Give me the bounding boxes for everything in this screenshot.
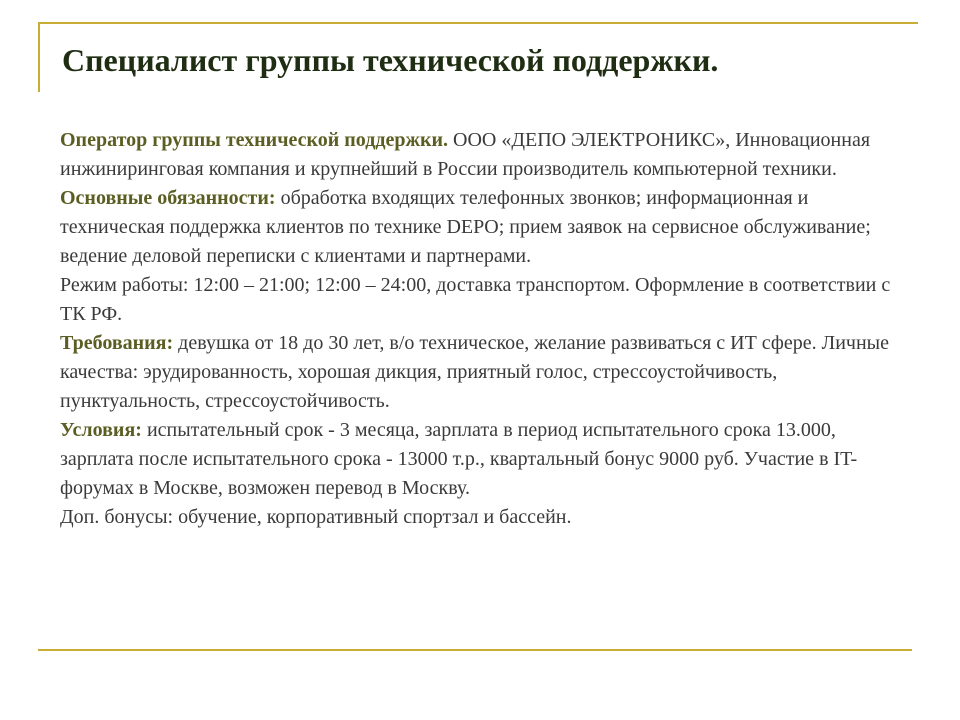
- position-paragraph: [60, 126, 910, 184]
- duties-text: обработка входящих телефонных звонков; информационная и техническая поддержка клиентов по технике DEPO; прием заявок на сервисное обслуживание; ведение деловой переписки с клиентами и партнерами.: [60, 187, 871, 267]
- position-text: ООО «ДЕПО ЭЛЕКТРОНИКС», Инновационная инжиниринговая компания и крупнейший в России производитель компьютерной техники.: [60, 129, 871, 180]
- requirements-label: Требования:: [60, 332, 174, 354]
- conditions-text: испытательный срок - 3 месяца, зарплата в период испытательного срока 13.000, зарплата после испытательного срока - 13000 т.р., квартальный бонус 9000 руб. Участие в IT-форумах в Москве, возможен перевод в Москву.: [60, 419, 858, 499]
- duties-paragraph: [60, 184, 910, 271]
- requirements-text: девушка от 18 до 30 лет, в/о техническое, желание развиваться с ИТ сфере. Личные качества: эрудированность, хорошая дикция, приятный голос, стрессоустойчивость, пунктуальность, стрессоустойчивость.: [60, 332, 889, 412]
- left-border-line: [38, 22, 40, 92]
- conditions-label: Условия:: [60, 419, 142, 441]
- slide-title: Специалист группы технической поддержки.: [62, 42, 719, 78]
- conditions-paragraph: [60, 416, 910, 503]
- requirements-paragraph: [60, 329, 910, 416]
- top-border-line: [38, 22, 918, 24]
- schedule-paragraph: Режим работы: 12:00 – 21:00; 12:00 – 24:00, доставка транспортом. Оформление в соответствии с ТК РФ.: [60, 274, 891, 325]
- vacancy-description: [60, 126, 910, 532]
- duties-label: Основные обязанности:: [60, 187, 276, 209]
- position-label: Оператор группы технической поддержки.: [60, 129, 448, 151]
- bonuses-paragraph: Доп. бонусы: обучение, корпоративный спортзал и бассейн.: [60, 506, 572, 528]
- bottom-border-line: [38, 649, 912, 651]
